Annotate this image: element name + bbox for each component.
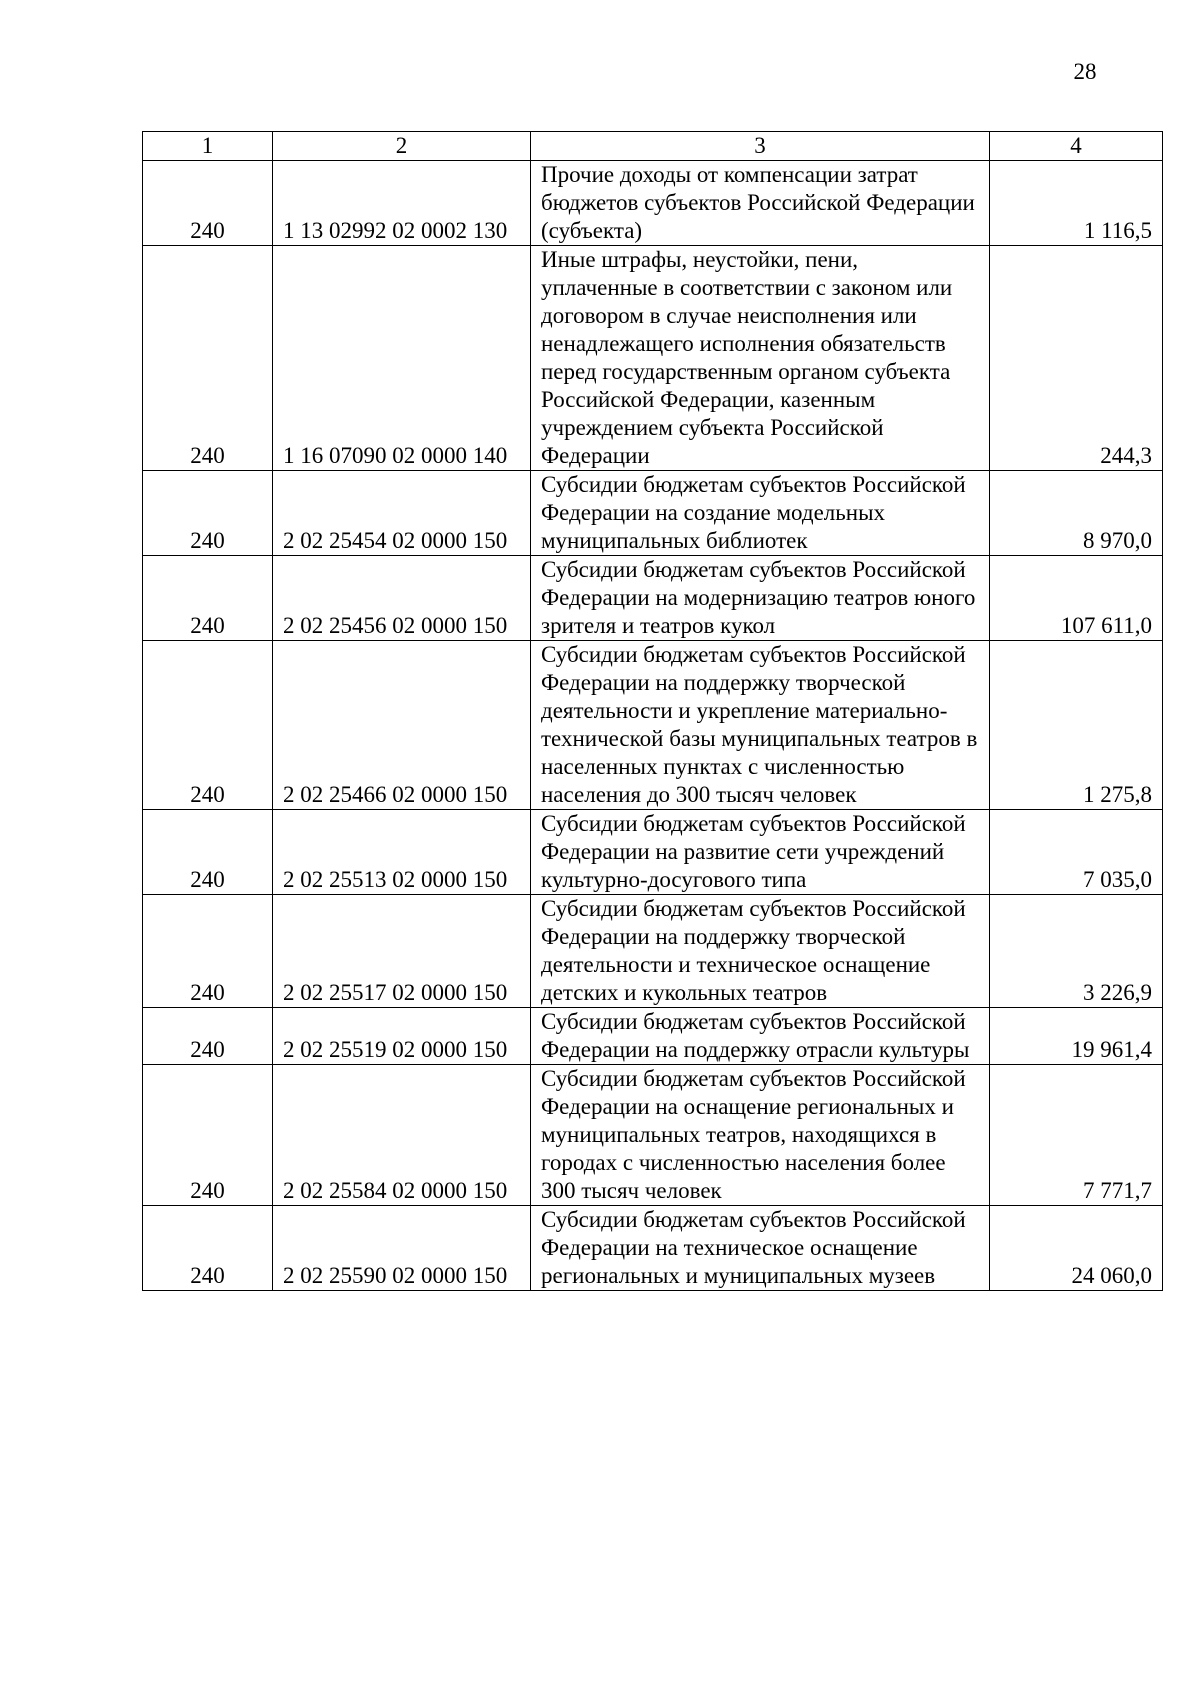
budget-code-cell: 2 02 25456 02 0000 150: [273, 556, 531, 641]
amount-cell: 244,3: [990, 246, 1163, 471]
budget-code-cell: 2 02 25454 02 0000 150: [273, 471, 531, 556]
page-number: 28: [1073, 59, 1097, 84]
admin-code-cell: 240: [143, 1065, 273, 1206]
table-row: [143, 556, 1163, 641]
amount-cell: 1 116,5: [990, 161, 1163, 246]
revenue-name-cell: Иные штрафы, неустойки, пени, уплаченные в соответствии с законом или договором в случае неисполнения или ненадлежащего исполнения обязательств перед государственным органом субъекта Российской Федерации, казенным учреждением субъекта Российской Федерации: [531, 246, 990, 471]
revenue-table: [142, 131, 1163, 1291]
table-row: [143, 471, 1163, 556]
table-row: [143, 1206, 1163, 1291]
budget-code-cell: 2 02 25590 02 0000 150: [273, 1206, 531, 1291]
amount-cell: 24 060,0: [990, 1206, 1163, 1291]
amount-cell: 107 611,0: [990, 556, 1163, 641]
revenue-name-cell: Субсидии бюджетам субъектов Российской Федерации на поддержку творческой деятельности и техническое оснащение детских и кукольных театров: [531, 895, 990, 1008]
revenue-name-cell: Прочие доходы от компенсации затрат бюджетов субъектов Российской Федерации (субъекта): [531, 161, 990, 246]
budget-code-cell: 1 13 02992 02 0002 130: [273, 161, 531, 246]
header-col-2: 2: [273, 132, 531, 161]
revenue-name-cell: Субсидии бюджетам субъектов Российской Федерации на оснащение региональных и муниципальных театров, находящихся в городах с численностью населения более 300 тысяч человек: [531, 1065, 990, 1206]
admin-code-cell: 240: [143, 810, 273, 895]
budget-code-cell: 2 02 25519 02 0000 150: [273, 1008, 531, 1065]
budget-code-cell: 2 02 25513 02 0000 150: [273, 810, 531, 895]
revenue-name-cell: Субсидии бюджетам субъектов Российской Федерации на развитие сети учреждений культурно-досугового типа: [531, 810, 990, 895]
budget-code-cell: 2 02 25517 02 0000 150: [273, 895, 531, 1008]
table-row: [143, 1065, 1163, 1206]
table-row: [143, 641, 1163, 810]
admin-code-cell: 240: [143, 1206, 273, 1291]
budget-code-cell: 2 02 25584 02 0000 150: [273, 1065, 531, 1206]
table-row: [143, 1008, 1163, 1065]
admin-code-cell: 240: [143, 895, 273, 1008]
budget-code-cell: 1 16 07090 02 0000 140: [273, 246, 531, 471]
admin-code-cell: 240: [143, 161, 273, 246]
revenue-name-cell: Субсидии бюджетам субъектов Российской Федерации на техническое оснащение региональных и муниципальных музеев: [531, 1206, 990, 1291]
header-col-4: 4: [990, 132, 1163, 161]
amount-cell: 7 035,0: [990, 810, 1163, 895]
header-col-1: 1: [143, 132, 273, 161]
amount-cell: 7 771,7: [990, 1065, 1163, 1206]
table-row: [143, 161, 1163, 246]
admin-code-cell: 240: [143, 246, 273, 471]
budget-code-cell: 2 02 25466 02 0000 150: [273, 641, 531, 810]
admin-code-cell: 240: [143, 556, 273, 641]
revenue-name-cell: Субсидии бюджетам субъектов Российской Федерации на создание модельных муниципальных библиотек: [531, 471, 990, 556]
header-row: [143, 132, 1163, 161]
amount-cell: 19 961,4: [990, 1008, 1163, 1065]
amount-cell: 3 226,9: [990, 895, 1163, 1008]
admin-code-cell: 240: [143, 471, 273, 556]
revenue-name-cell: Субсидии бюджетам субъектов Российской Федерации на модернизацию театров юного зрителя и театров кукол: [531, 556, 990, 641]
table-row: [143, 895, 1163, 1008]
header-col-3: 3: [531, 132, 990, 161]
amount-cell: 1 275,8: [990, 641, 1163, 810]
table-row: [143, 246, 1163, 471]
revenue-name-cell: Субсидии бюджетам субъектов Российской Федерации на поддержку творческой деятельности и укрепление материально-технической базы муниципальных театров в населенных пунктах с численностью населения до 300 тысяч человек: [531, 641, 990, 810]
amount-cell: 8 970,0: [990, 471, 1163, 556]
admin-code-cell: 240: [143, 1008, 273, 1065]
admin-code-cell: 240: [143, 641, 273, 810]
table-row: [143, 810, 1163, 895]
revenue-name-cell: Субсидии бюджетам субъектов Российской Федерации на поддержку отрасли культуры: [531, 1008, 990, 1065]
